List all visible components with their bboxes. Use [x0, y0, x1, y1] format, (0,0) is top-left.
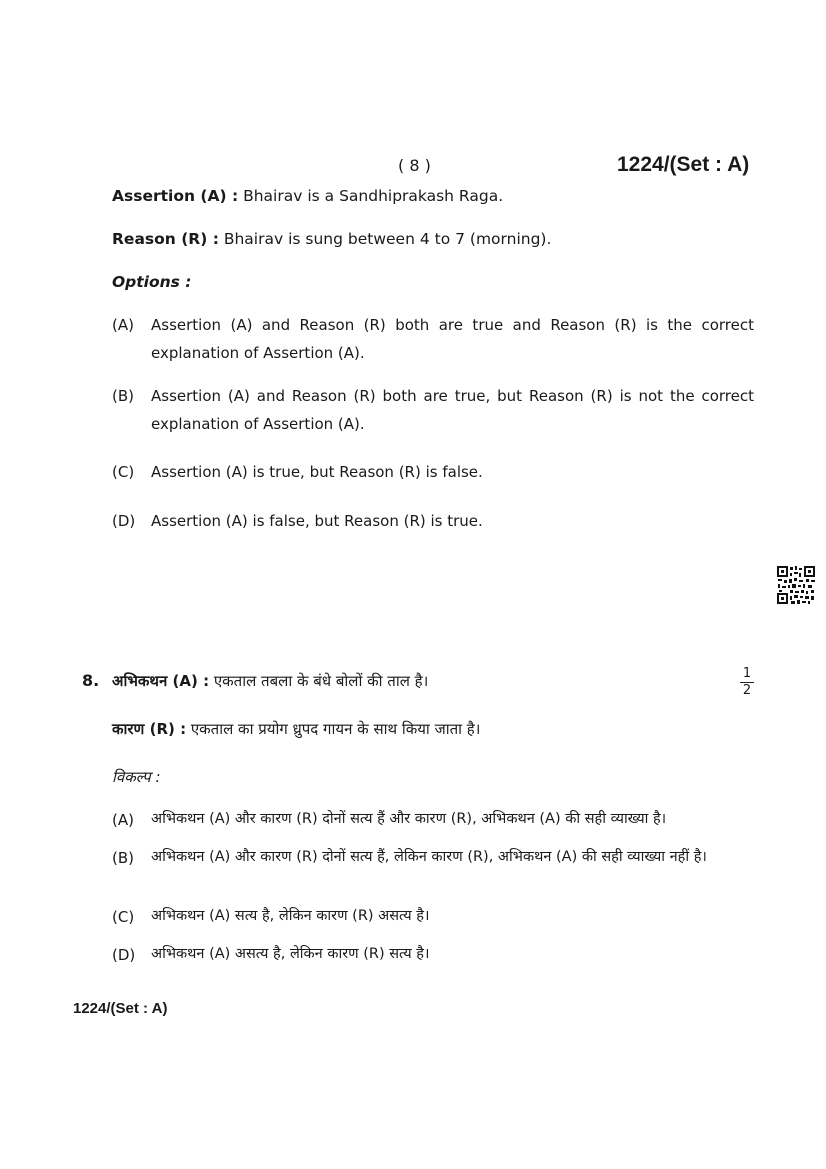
option-text-c: Assertion (A) is true, but Reason (R) is false.: [151, 463, 483, 481]
assertion-text: Bhairav is a Sandhiprakash Raga.: [238, 187, 504, 205]
assertion-line: [112, 186, 503, 206]
reason-text: Bhairav is sung between 4 to 7 (morning).: [218, 230, 552, 248]
hindi-option-text-d: अभिकथन (A) असत्य है, लेकिन कारण (R) सत्य है।: [151, 946, 430, 962]
option-label-b: (B): [112, 387, 134, 405]
hindi-option-text-b: अभिकथन (A) और कारण (R) दोनों सत्य हैं, लेकिन कारण (R), अभिकथन (A) की सही व्याख्या नहीं है।: [151, 849, 707, 865]
option-label-a: (A): [112, 316, 134, 334]
marks-fraction: [740, 667, 754, 698]
hindi-reason-label: कारण (R) :: [112, 720, 187, 738]
hindi-options-heading: विकल्प :: [112, 768, 161, 786]
hindi-assertion-label: अभिकथन (A) :: [112, 672, 210, 690]
option-text-a: Assertion (A) and Reason (R) both are true and Reason (R) is the correct explanation of Assertion (A).: [151, 316, 754, 362]
reason-label: Reason (R) :: [112, 230, 219, 248]
hindi-option-label-b: (B): [112, 849, 134, 867]
hindi-option-text-a: अभिकथन (A) और कारण (R) दोनों सत्य हैं और कारण (R), अभिकथन (A) की सही व्याख्या है।: [151, 811, 667, 827]
page-number: ( 8 ): [398, 156, 431, 175]
question-number: 8.: [82, 671, 100, 690]
hindi-reason-line: [112, 719, 480, 739]
hindi-assertion-text: एकताल तबला के बंधे बोलों की ताल है।: [209, 672, 429, 690]
hindi-assertion-line: [112, 671, 428, 691]
qr-code-icon: [776, 565, 816, 605]
hindi-option-label-c: (C): [112, 908, 135, 926]
option-label-d: (D): [112, 512, 136, 530]
marks-numerator: 1: [742, 666, 752, 681]
paper-code-footer: 1224/(Set : A): [73, 1000, 168, 1017]
option-text-b: Assertion (A) and Reason (R) both are true, but Reason (R) is not the correct explanation of Assertion (A).: [151, 387, 754, 433]
assertion-label: Assertion (A) :: [112, 187, 239, 205]
hindi-option-label-a: (A): [112, 811, 134, 829]
option-text-d: Assertion (A) is false, but Reason (R) is true.: [151, 512, 483, 530]
hindi-reason-text: एकताल का प्रयोग ध्रुपद गायन के साथ किया जाता है।: [186, 720, 481, 738]
reason-line: [112, 229, 551, 249]
paper-code-header: 1224/(Set : A): [617, 153, 750, 176]
marks-denominator: 2: [742, 683, 752, 698]
hindi-option-text-c: अभिकथन (A) सत्य है, लेकिन कारण (R) असत्य है।: [151, 908, 430, 924]
hindi-option-label-d: (D): [112, 946, 136, 964]
options-heading: Options :: [112, 273, 192, 291]
option-label-c: (C): [112, 463, 135, 481]
